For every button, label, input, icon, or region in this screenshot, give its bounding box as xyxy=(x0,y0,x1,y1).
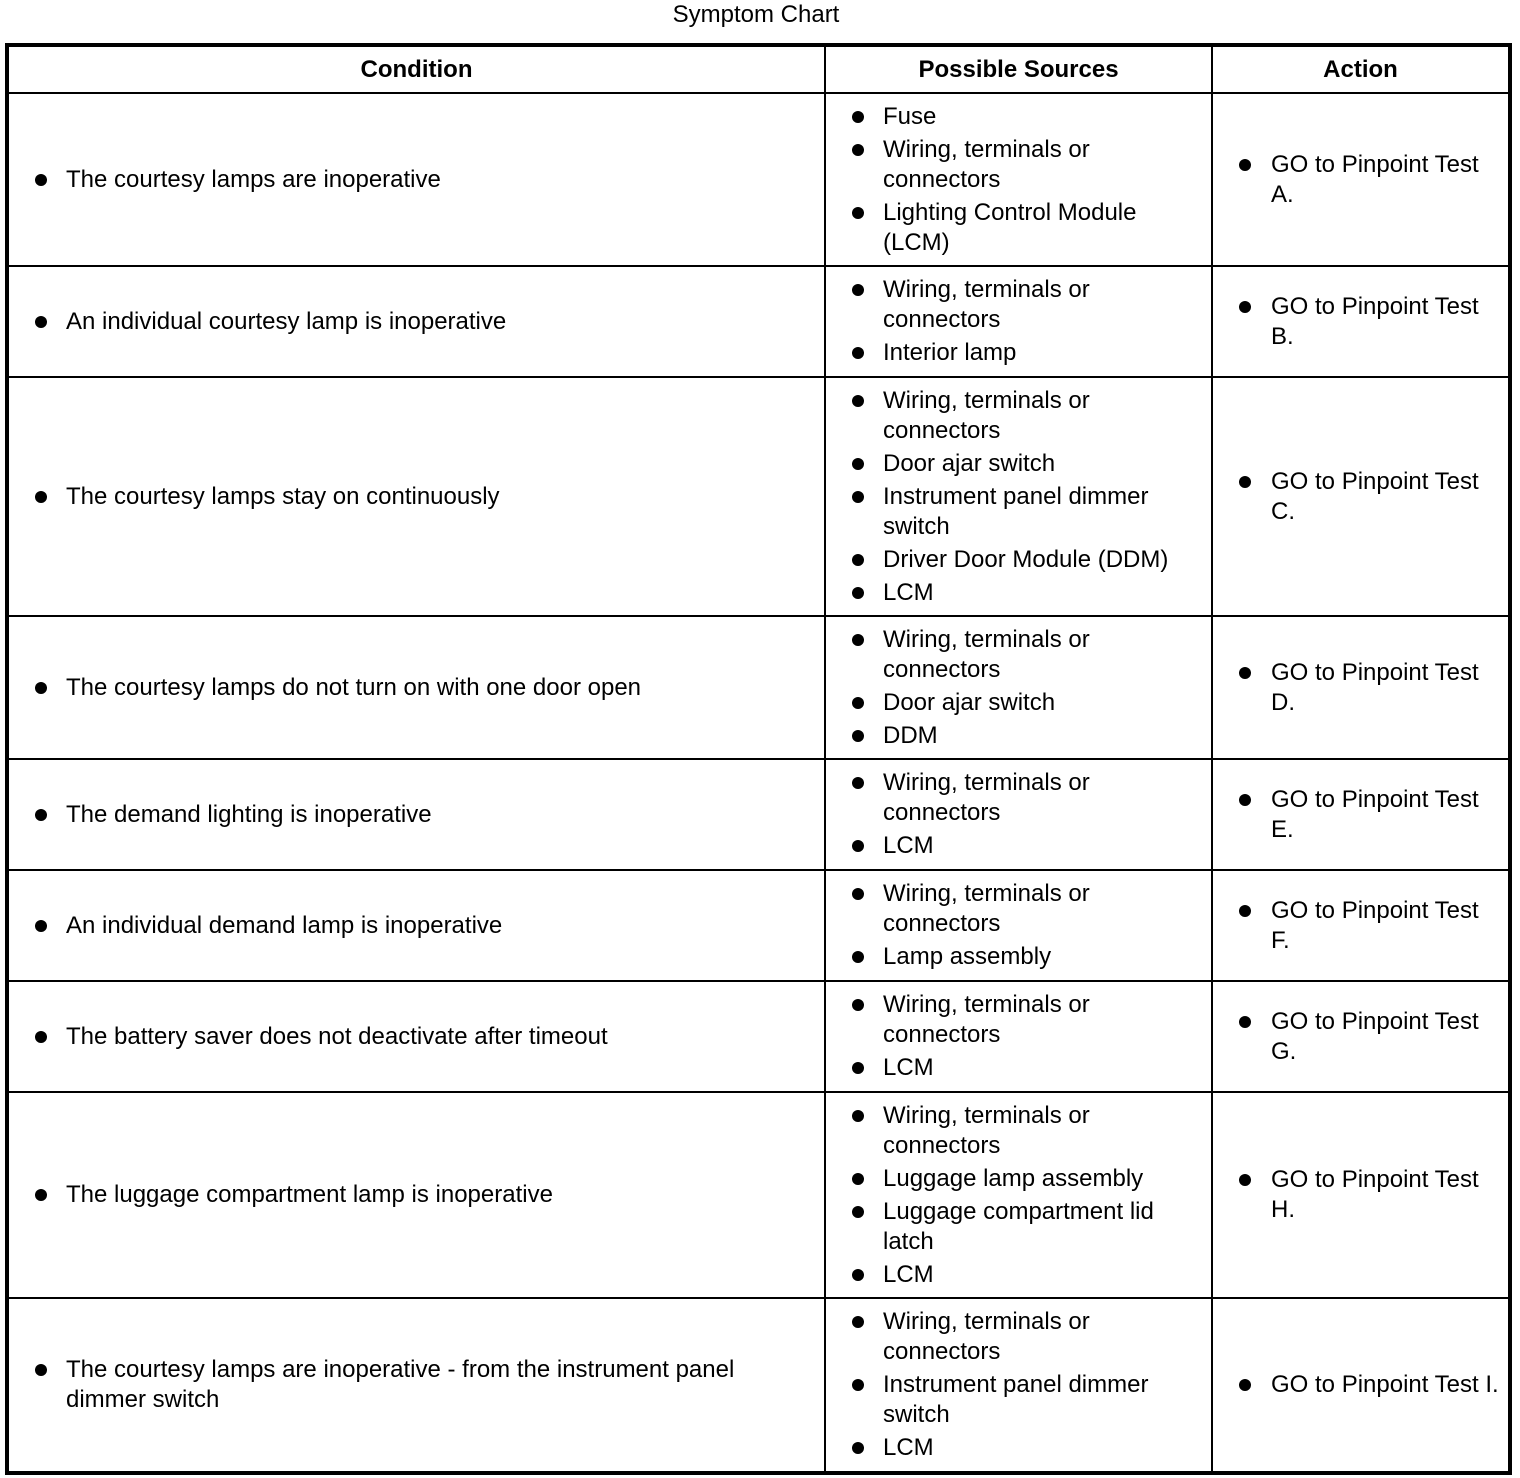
list-item: The luggage compartment lamp is inoperative xyxy=(66,1180,804,1210)
list-item: Wiring, terminals or connectors xyxy=(883,275,1201,335)
action-cell xyxy=(1212,981,1510,1092)
list-item: LCM xyxy=(883,578,1201,608)
list-item: GO to Pinpoint Test E. xyxy=(1271,785,1500,845)
list-item: An individual courtesy lamp is inoperative xyxy=(66,307,804,337)
list-item: Lighting Control Module (LCM) xyxy=(883,198,1201,258)
list-item: Door ajar switch xyxy=(883,688,1201,718)
condition-list xyxy=(9,800,824,830)
list-item: The demand lighting is inoperative xyxy=(66,800,804,830)
list-item: Instrument panel dimmer switch xyxy=(883,482,1201,542)
possible-sources-cell xyxy=(825,870,1212,981)
list-item: Fuse xyxy=(883,102,1201,132)
action-list xyxy=(1213,658,1508,718)
list-item: The courtesy lamps are inoperative xyxy=(66,165,804,195)
sources-list xyxy=(826,275,1211,368)
condition-cell xyxy=(7,1092,825,1298)
list-item: LCM xyxy=(883,1053,1201,1083)
list-item: Wiring, terminals or connectors xyxy=(883,386,1201,446)
list-item: Wiring, terminals or connectors xyxy=(883,768,1201,828)
list-item: Wiring, terminals or connectors xyxy=(883,135,1201,195)
action-cell xyxy=(1212,377,1510,616)
table-row xyxy=(7,266,1510,377)
sources-list xyxy=(826,1101,1211,1290)
table-row xyxy=(7,870,1510,981)
list-item: LCM xyxy=(883,1260,1201,1290)
action-cell xyxy=(1212,1298,1510,1473)
possible-sources-cell xyxy=(825,759,1212,870)
sources-list xyxy=(826,625,1211,751)
sources-list xyxy=(826,386,1211,608)
list-item: Instrument panel dimmer switch xyxy=(883,1370,1201,1430)
sources-list xyxy=(826,768,1211,861)
table-row xyxy=(7,616,1510,759)
symptom-chart-table xyxy=(5,43,1512,1475)
action-list xyxy=(1213,896,1508,956)
list-item: DDM xyxy=(883,721,1201,751)
possible-sources-cell xyxy=(825,981,1212,1092)
sources-list xyxy=(826,990,1211,1083)
table-row xyxy=(7,377,1510,616)
table-row xyxy=(7,981,1510,1092)
list-item: Door ajar switch xyxy=(883,449,1201,479)
possible-sources-cell xyxy=(825,1092,1212,1298)
list-item: An individual demand lamp is inoperative xyxy=(66,911,804,941)
list-item: Wiring, terminals or connectors xyxy=(883,1101,1201,1161)
action-list xyxy=(1213,467,1508,527)
possible-sources-cell xyxy=(825,616,1212,759)
action-list xyxy=(1213,150,1508,210)
action-list xyxy=(1213,1370,1508,1400)
list-item: GO to Pinpoint Test D. xyxy=(1271,658,1500,718)
list-item: Lamp assembly xyxy=(883,942,1201,972)
column-header-condition: Condition xyxy=(7,45,825,93)
condition-cell xyxy=(7,981,825,1092)
condition-cell xyxy=(7,93,825,266)
condition-cell xyxy=(7,377,825,616)
list-item: GO to Pinpoint Test B. xyxy=(1271,292,1500,352)
action-list xyxy=(1213,1165,1508,1225)
action-list xyxy=(1213,785,1508,845)
sources-list xyxy=(826,879,1211,972)
header-row xyxy=(7,45,1510,93)
condition-cell xyxy=(7,870,825,981)
list-item: Driver Door Module (DDM) xyxy=(883,545,1201,575)
list-item: LCM xyxy=(883,831,1201,861)
list-item: The courtesy lamps do not turn on with one door open xyxy=(66,673,804,703)
condition-list xyxy=(9,1180,824,1210)
list-item: GO to Pinpoint Test A. xyxy=(1271,150,1500,210)
condition-list xyxy=(9,673,824,703)
action-cell xyxy=(1212,870,1510,981)
condition-list xyxy=(9,911,824,941)
condition-list xyxy=(9,165,824,195)
table-row xyxy=(7,1092,1510,1298)
column-header-action: Action xyxy=(1212,45,1510,93)
list-item: The battery saver does not deactivate after timeout xyxy=(66,1022,804,1052)
table-row xyxy=(7,93,1510,266)
condition-list xyxy=(9,482,824,512)
list-item: GO to Pinpoint Test F. xyxy=(1271,896,1500,956)
list-item: Wiring, terminals or connectors xyxy=(883,879,1201,939)
list-item: LCM xyxy=(883,1433,1201,1463)
possible-sources-cell xyxy=(825,377,1212,616)
page-title: Symptom Chart xyxy=(672,1,840,28)
list-item: The courtesy lamps stay on continuously xyxy=(66,482,804,512)
condition-list xyxy=(9,1355,824,1415)
action-cell xyxy=(1212,93,1510,266)
condition-cell xyxy=(7,266,825,377)
list-item: Luggage compartment lid latch xyxy=(883,1197,1201,1257)
sources-list xyxy=(826,102,1211,258)
list-item: GO to Pinpoint Test G. xyxy=(1271,1007,1500,1067)
list-item: Wiring, terminals or connectors xyxy=(883,1307,1201,1367)
condition-list xyxy=(9,1022,824,1052)
list-item: GO to Pinpoint Test C. xyxy=(1271,467,1500,527)
action-cell xyxy=(1212,266,1510,377)
list-item: GO to Pinpoint Test I. xyxy=(1271,1371,1499,1398)
table-row xyxy=(7,1298,1510,1473)
list-item: The courtesy lamps are inoperative - from the instrument panel dimmer switch xyxy=(66,1355,804,1415)
list-item: Interior lamp xyxy=(883,338,1201,368)
list-item: Wiring, terminals or connectors xyxy=(883,625,1201,685)
possible-sources-cell xyxy=(825,93,1212,266)
condition-list xyxy=(9,307,824,337)
condition-cell xyxy=(7,616,825,759)
possible-sources-cell xyxy=(825,1298,1212,1473)
list-item: Wiring, terminals or connectors xyxy=(883,990,1201,1050)
table-body xyxy=(7,93,1510,1473)
table-row xyxy=(7,759,1510,870)
sources-list xyxy=(826,1307,1211,1463)
condition-cell xyxy=(7,1298,825,1473)
possible-sources-cell xyxy=(825,266,1212,377)
action-list xyxy=(1213,292,1508,352)
condition-cell xyxy=(7,759,825,870)
column-header-possible-sources: Possible Sources xyxy=(825,45,1212,93)
action-list xyxy=(1213,1007,1508,1067)
action-cell xyxy=(1212,759,1510,870)
action-cell xyxy=(1212,616,1510,759)
list-item: Luggage lamp assembly xyxy=(883,1164,1201,1194)
list-item: GO to Pinpoint Test H. xyxy=(1271,1165,1500,1225)
action-cell xyxy=(1212,1092,1510,1298)
